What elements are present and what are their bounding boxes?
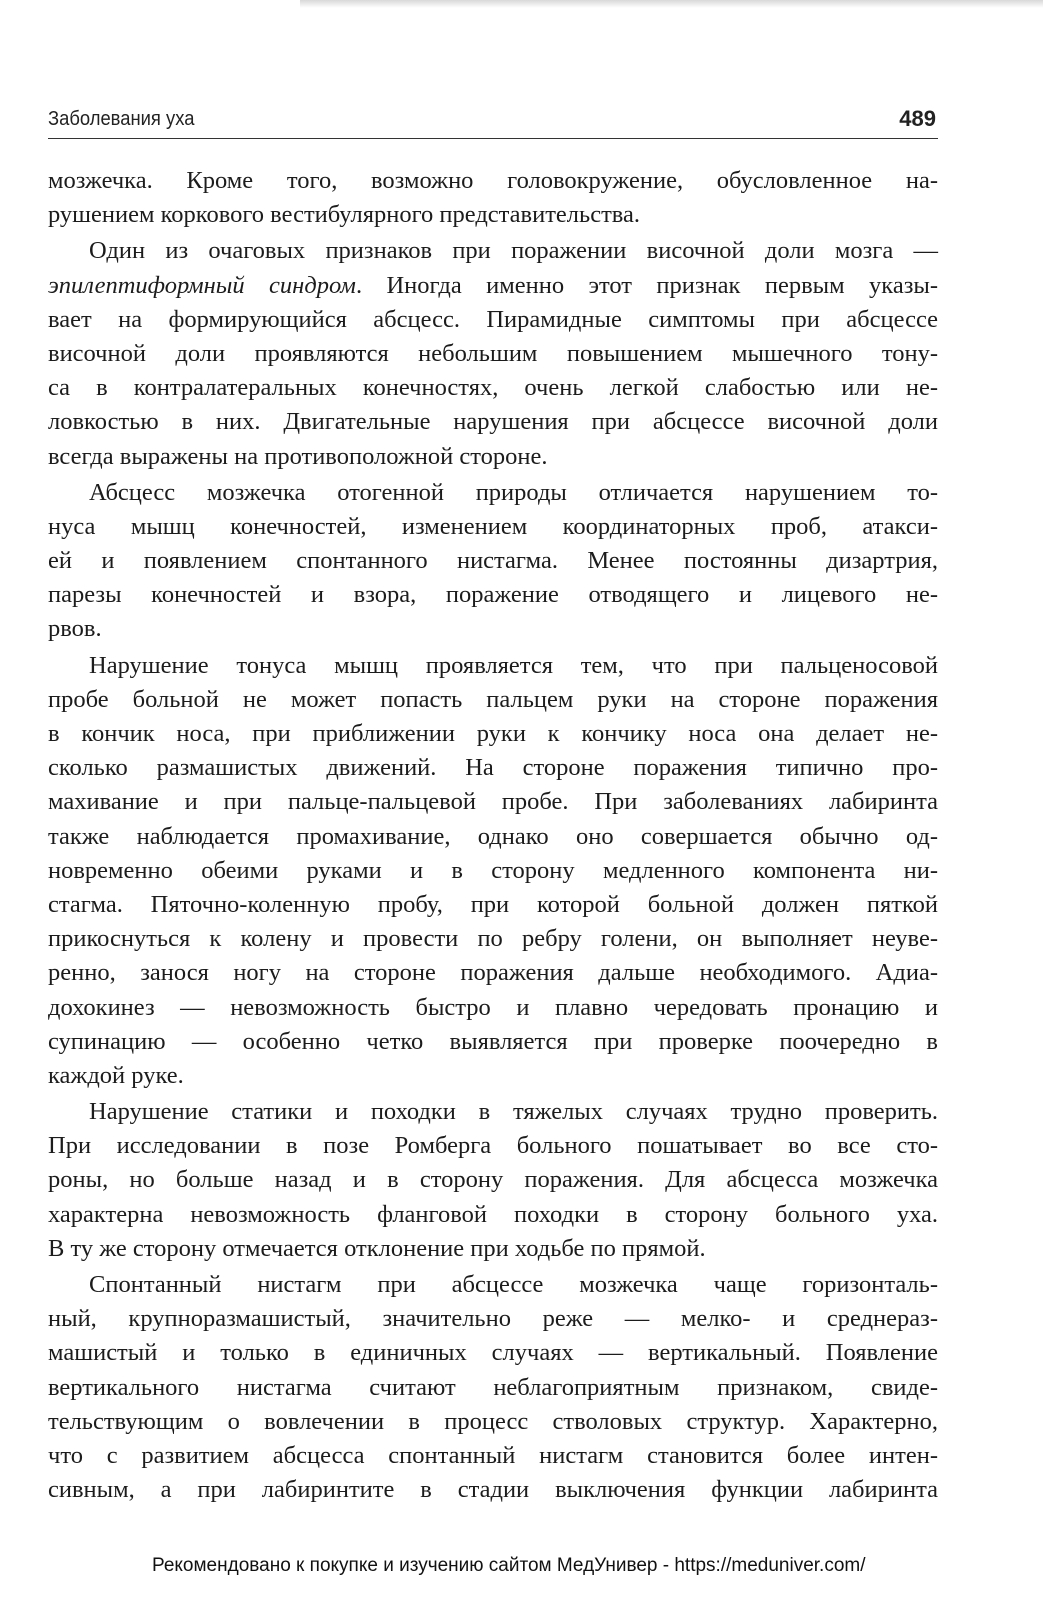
- text-segment: вертикального нистагма считают неблагоприятным признаком, свиде-: [48, 1373, 938, 1401]
- text-segment: Нарушение статики и походки в тяжелых случаях трудно проверить.: [89, 1098, 938, 1126]
- text-segment: ренно, занося ногу на стороне поражения дальше необходимого. Адиа-: [48, 959, 938, 987]
- text-line: [48, 612, 938, 646]
- text-segment: нуса мышц конечностей, изменением координаторных проб, атакси-: [48, 512, 938, 540]
- text-line: [48, 1059, 938, 1093]
- text-line: [48, 751, 938, 785]
- text-line: [48, 785, 938, 819]
- text-line: [48, 1129, 938, 1163]
- text-line: [48, 991, 938, 1025]
- paragraph: [48, 164, 938, 232]
- text-line: [48, 1302, 938, 1336]
- text-segment: ный, крупноразмашистый, значительно реже — мелко- и среднераз-: [48, 1305, 938, 1333]
- text-segment: Нарушение тонуса мышц проявляется тем, что при пальценосовой: [89, 651, 938, 679]
- text-line: [48, 1232, 938, 1266]
- text-segment: всегда выражены на противоположной стороне.: [48, 442, 548, 470]
- paragraph: [48, 649, 938, 1093]
- text-line: [48, 1025, 938, 1059]
- text-line: [48, 1095, 938, 1129]
- paragraph: [48, 1268, 938, 1507]
- text-line: [48, 1336, 938, 1370]
- text-line: [48, 405, 938, 439]
- text-segment: В ту же сторону отмечается отклонение при ходьбе по прямой.: [48, 1234, 706, 1262]
- text-segment: височной доли проявляются небольшим повышением мышечного тону-: [48, 339, 938, 367]
- text-line: [48, 371, 938, 405]
- page-number: 489: [899, 106, 936, 131]
- text-segment: пробе больной не может попасть пальцем руки на стороне поражения: [48, 685, 938, 713]
- text-segment: также наблюдается промахивание, однако оно совершается обычно од-: [48, 822, 938, 850]
- text-segment: в кончик носа, при приближении руки к кончику носа она делает не-: [48, 720, 938, 747]
- text-line: [48, 337, 938, 371]
- text-segment: машистый и только в единичных случаях — вертикальный. Появление: [48, 1339, 938, 1367]
- text-line: [48, 164, 938, 198]
- paragraph: [48, 1095, 938, 1266]
- scan-shadow: [300, 0, 1043, 8]
- text-segment: новременно обеими руками и в сторону медленного компонента ни-: [48, 856, 938, 884]
- text-line: [48, 888, 938, 922]
- text-line: [48, 544, 938, 578]
- text-line: [48, 683, 938, 717]
- text-segment: сколько размашистых движений. На стороне поражения типично про-: [48, 754, 938, 782]
- body-text: [48, 164, 938, 1507]
- text-segment: мозжечка. Кроме того, возможно головокружение, обусловленное на-: [48, 167, 938, 194]
- footer-note: Рекомендовано к покупке и изучению сайтом МедУнивер - https://meduniver.com/: [152, 1555, 866, 1576]
- text-line: [48, 1163, 938, 1197]
- text-line: [48, 476, 938, 510]
- text-segment: сивным, а при лабиринтите в стадии выключения функции лабиринта: [48, 1476, 938, 1504]
- text-line: [48, 820, 938, 854]
- text-line: [48, 1473, 938, 1507]
- text-segment: рушением коркового вестибулярного представительства.: [48, 201, 641, 229]
- text-segment: что с развитием абсцесса спонтанный нистагм становится более интен-: [48, 1441, 938, 1469]
- paragraph: [48, 234, 938, 473]
- text-segment: характерна невозможность фланговой походки в сторону больного уха.: [48, 1200, 938, 1228]
- text-segment: При исследовании в позе Ромберга больного пошатывает во все сто-: [48, 1132, 938, 1160]
- text-segment: рвов.: [48, 615, 102, 643]
- running-header: [48, 104, 938, 139]
- text-segment: тельствующим о вовлечении в процесс стволовых структур. Характерно,: [48, 1407, 938, 1435]
- text-line: [48, 510, 938, 544]
- text-segment: Спонтанный нистагм при абсцессе мозжечка чаще горизонталь-: [89, 1271, 938, 1298]
- text-segment: стагма. Пяточно-коленную пробу, при которой больной должен пяткой: [48, 890, 938, 918]
- text-segment: Абсцесс мозжечка отогенной природы отличается нарушением то-: [89, 478, 938, 506]
- text-line: [48, 303, 938, 337]
- text-segment: каждой руке.: [48, 1061, 184, 1089]
- text-segment: ловкостью в них. Двигательные нарушения при абсцессе височной доли: [48, 408, 938, 436]
- text-line: [48, 578, 938, 612]
- text-segment: Один из очаговых признаков при поражении височной доли мозга —: [89, 237, 938, 265]
- text-line: [48, 198, 938, 232]
- text-segment: прикоснуться к колену и провести по ребру голени, он выполняет неуве-: [48, 925, 938, 953]
- text-segment: махивание и при пальце-пальцевой пробе. При заболеваниях лабиринта: [48, 788, 938, 816]
- text-line: [48, 854, 938, 888]
- text-line: [48, 1268, 938, 1302]
- text-segment: . Иногда именно этот признак первым указы-: [355, 271, 938, 299]
- text-line: [48, 717, 938, 751]
- paragraph: [48, 476, 938, 647]
- text-segment: ей и появлением спонтанного нистагма. Менее постоянны дизартрия,: [48, 547, 938, 575]
- section-title: Заболевания уха: [48, 108, 195, 130]
- text-line: [48, 649, 938, 683]
- text-line: [48, 922, 938, 956]
- text-line: [48, 440, 938, 474]
- text-segment: са в контралатеральных конечностях, очень легкой слабостью или не-: [48, 374, 938, 402]
- text-segment: супинацию — особенно четко выявляется при проверке поочередно в: [48, 1027, 938, 1055]
- text-segment: дохокинез — невозможность быстро и плавно чередовать пронацию и: [48, 993, 938, 1021]
- text-line: [48, 1439, 938, 1473]
- text-segment: роны, но больше назад и в сторону поражения. Для абсцесса мозжечка: [48, 1166, 938, 1194]
- text-line: [48, 1371, 938, 1405]
- text-line: [48, 234, 938, 268]
- text-line: [48, 956, 938, 990]
- italic-term: эпилептиформный синдром: [48, 271, 356, 299]
- text-segment: парезы конечностей и взора, поражение отводящего и лицевого не-: [48, 581, 938, 609]
- text-line: [48, 1198, 938, 1232]
- text-line: [48, 1405, 938, 1439]
- text-line: [48, 269, 938, 303]
- text-segment: вает на формирующийся абсцесс. Пирамидные симптомы при абсцессе: [48, 305, 938, 333]
